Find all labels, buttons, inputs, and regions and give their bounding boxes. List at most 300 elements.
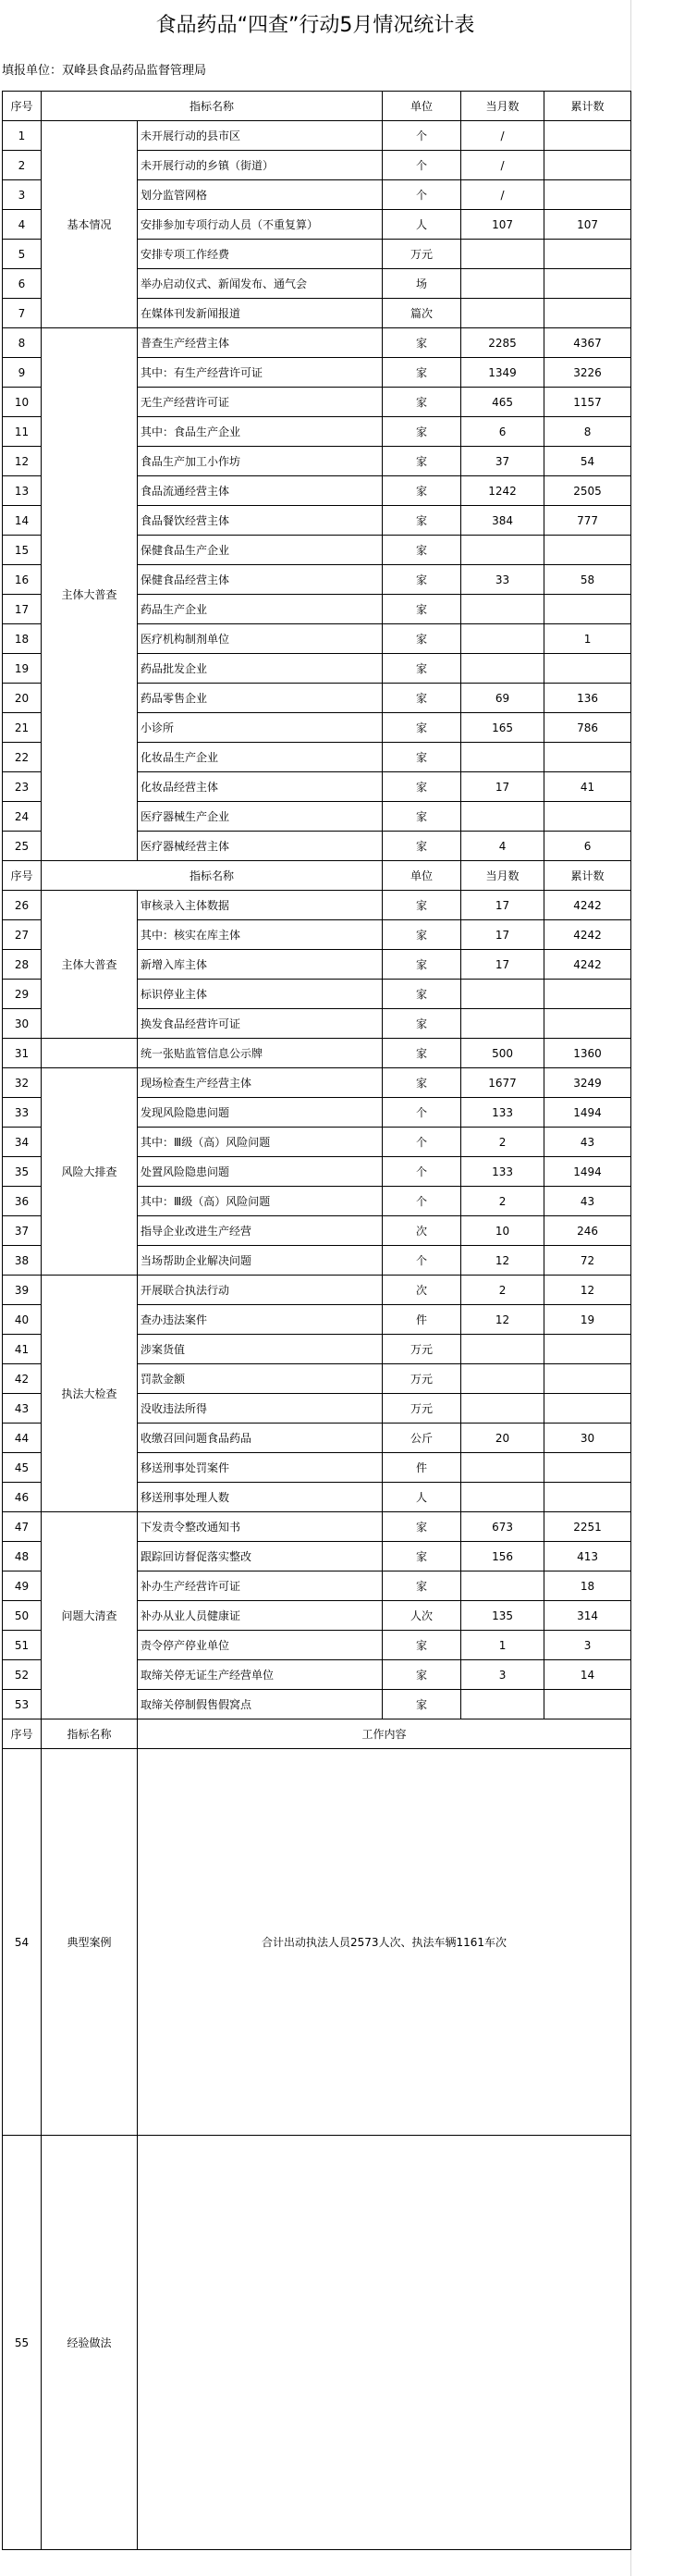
row-seq: 51 <box>3 1631 42 1660</box>
row-month <box>461 1009 544 1039</box>
row-unit: 家 <box>383 772 461 802</box>
row-total: 12 <box>544 1276 631 1305</box>
row-month <box>461 1453 544 1483</box>
row-name: 药品批发企业 <box>138 654 383 684</box>
row-name: 医疗器械经营主体 <box>138 832 383 861</box>
category-enforce: 执法大检查 <box>42 1276 138 1512</box>
row-total <box>544 1335 631 1364</box>
row-total: 136 <box>544 684 631 713</box>
header-unit: 单位 <box>383 92 461 121</box>
row-seq: 27 <box>3 920 42 950</box>
row-name: 未开展行动的乡镇（街道） <box>138 151 383 180</box>
row-month: 133 <box>461 1098 544 1128</box>
row-total: 4242 <box>544 891 631 920</box>
row-total: 1494 <box>544 1157 631 1187</box>
row-seq: 20 <box>3 684 42 713</box>
row-name: 举办启动仪式、新闻发布、通气会 <box>138 269 383 299</box>
row-seq: 16 <box>3 565 42 595</box>
row-total <box>544 121 631 151</box>
header-name: 指标名称 <box>42 861 383 891</box>
row-seq: 24 <box>3 802 42 832</box>
row-name: 其中：食品生产企业 <box>138 417 383 447</box>
row-month: 37 <box>461 447 544 476</box>
row-seq: 22 <box>3 743 42 772</box>
row-unit: 人 <box>383 1483 461 1512</box>
row-name: 统一张贴监管信息公示牌 <box>138 1039 383 1068</box>
row-total: 43 <box>544 1128 631 1157</box>
row-name: 查办违法案件 <box>138 1305 383 1335</box>
table-row <box>3 891 631 920</box>
row-unit: 个 <box>383 151 461 180</box>
row-total <box>544 269 631 299</box>
row-total <box>544 151 631 180</box>
row-total: 14 <box>544 1660 631 1690</box>
row-name: 食品流通经营主体 <box>138 476 383 506</box>
row-unit: 家 <box>383 713 461 743</box>
row-month <box>461 1571 544 1601</box>
row-month: 17 <box>461 920 544 950</box>
row-seq: 18 <box>3 624 42 654</box>
row-total <box>544 536 631 565</box>
footer-row-experience <box>3 2136 631 2550</box>
row-total <box>544 240 631 269</box>
footer-row-seq: 55 <box>3 2136 42 2550</box>
row-unit: 件 <box>383 1453 461 1483</box>
row-unit: 家 <box>383 565 461 595</box>
row-total: 1360 <box>544 1039 631 1068</box>
row-unit: 次 <box>383 1276 461 1305</box>
row-total: 58 <box>544 565 631 595</box>
row-total <box>544 980 631 1009</box>
header-total: 累计数 <box>544 92 631 121</box>
row-unit: 家 <box>383 832 461 861</box>
row-total: 8 <box>544 417 631 447</box>
row-unit: 家 <box>383 447 461 476</box>
row-month <box>461 654 544 684</box>
row-unit: 万元 <box>383 1335 461 1364</box>
row-name: 医疗机构制剂单位 <box>138 624 383 654</box>
row-seq: 45 <box>3 1453 42 1483</box>
row-name: 当场帮助企业解决问题 <box>138 1246 383 1276</box>
row-name: 食品生产加工小作坊 <box>138 447 383 476</box>
footer-header-seq: 序号 <box>3 1719 42 1749</box>
row-total <box>544 802 631 832</box>
row-month: 10 <box>461 1216 544 1246</box>
row-unit: 个 <box>383 180 461 210</box>
row-month <box>461 269 544 299</box>
row-month: 165 <box>461 713 544 743</box>
row-name: 移送刑事处理人数 <box>138 1483 383 1512</box>
row-month <box>461 1364 544 1394</box>
row-name: 未开展行动的县市区 <box>138 121 383 151</box>
row-name: 安排参加专项行动人员（不重复算） <box>138 210 383 240</box>
header-month: 当月数 <box>461 861 544 891</box>
row-name: 收缴召回问题食品药品 <box>138 1424 383 1453</box>
row-unit: 个 <box>383 1246 461 1276</box>
row-unit: 家 <box>383 920 461 950</box>
row-seq: 33 <box>3 1098 42 1128</box>
row-unit: 家 <box>383 476 461 506</box>
footer-row-name: 经验做法 <box>42 2136 138 2550</box>
row-month: 2 <box>461 1128 544 1157</box>
row-unit: 家 <box>383 743 461 772</box>
row-name: 安排专项工作经费 <box>138 240 383 269</box>
row-name: 药品零售企业 <box>138 684 383 713</box>
row-month <box>461 595 544 624</box>
row-total: 2251 <box>544 1512 631 1542</box>
category-empty <box>42 1039 138 1068</box>
row-total: 3249 <box>544 1068 631 1098</box>
row-unit: 家 <box>383 1542 461 1571</box>
row-name: 新增入库主体 <box>138 950 383 980</box>
row-name: 移送刑事处罚案件 <box>138 1453 383 1483</box>
footer-row-content <box>138 2136 631 2550</box>
row-name: 下发责令整改通知书 <box>138 1512 383 1542</box>
row-name: 涉案货值 <box>138 1335 383 1364</box>
row-name: 药品生产企业 <box>138 595 383 624</box>
row-month: 3 <box>461 1660 544 1690</box>
row-name: 其中：有生产经营许可证 <box>138 358 383 388</box>
row-seq: 21 <box>3 713 42 743</box>
table-row <box>3 121 631 151</box>
row-total: 1494 <box>544 1098 631 1128</box>
row-seq: 52 <box>3 1660 42 1690</box>
row-month <box>461 299 544 328</box>
row-name: 其中：核实在库主体 <box>138 920 383 950</box>
row-total: 786 <box>544 713 631 743</box>
row-month: / <box>461 180 544 210</box>
row-month <box>461 1394 544 1424</box>
row-unit: 篇次 <box>383 299 461 328</box>
category-survey: 主体大普查 <box>42 328 138 861</box>
header-total: 累计数 <box>544 861 631 891</box>
row-month: 673 <box>461 1512 544 1542</box>
row-total: 4367 <box>544 328 631 358</box>
row-total: 107 <box>544 210 631 240</box>
row-unit: 家 <box>383 1039 461 1068</box>
row-unit: 家 <box>383 1068 461 1098</box>
row-month: 133 <box>461 1157 544 1187</box>
row-total: 1157 <box>544 388 631 417</box>
row-unit: 次 <box>383 1216 461 1246</box>
row-name: 取缔关停无证生产经营单位 <box>138 1660 383 1690</box>
row-unit: 家 <box>383 1631 461 1660</box>
row-unit: 个 <box>383 1187 461 1216</box>
row-unit: 件 <box>383 1305 461 1335</box>
header-month: 当月数 <box>461 92 544 121</box>
row-seq: 50 <box>3 1601 42 1631</box>
footer-row-content: 合计出动执法人员2573人次、执法车辆1161车次 <box>138 1749 631 2136</box>
row-seq: 39 <box>3 1276 42 1305</box>
row-seq: 43 <box>3 1394 42 1424</box>
row-month <box>461 1483 544 1512</box>
row-total: 777 <box>544 506 631 536</box>
row-name: 其中：Ⅲ级（高）风险问题 <box>138 1128 383 1157</box>
row-unit: 家 <box>383 328 461 358</box>
row-name: 指导企业改进生产经营 <box>138 1216 383 1246</box>
row-seq: 37 <box>3 1216 42 1246</box>
row-total: 246 <box>544 1216 631 1246</box>
row-month: 1242 <box>461 476 544 506</box>
row-unit: 人 <box>383 210 461 240</box>
table-row <box>3 1039 631 1068</box>
row-month: 17 <box>461 772 544 802</box>
category-risk: 风险大排查 <box>42 1068 138 1276</box>
row-seq: 1 <box>3 121 42 151</box>
row-seq: 38 <box>3 1246 42 1276</box>
row-name: 补办从业人员健康证 <box>138 1601 383 1631</box>
row-unit: 家 <box>383 684 461 713</box>
row-unit: 家 <box>383 358 461 388</box>
row-seq: 40 <box>3 1305 42 1335</box>
row-name: 保健食品生产企业 <box>138 536 383 565</box>
reporting-unit: 填报单位：双峰县食品药品监督管理局 <box>2 64 207 78</box>
row-seq: 17 <box>3 595 42 624</box>
row-total: 3226 <box>544 358 631 388</box>
row-unit: 家 <box>383 536 461 565</box>
row-month: 465 <box>461 388 544 417</box>
row-month: 2285 <box>461 328 544 358</box>
row-total: 3 <box>544 1631 631 1660</box>
row-month: 12 <box>461 1305 544 1335</box>
row-unit: 家 <box>383 1660 461 1690</box>
row-unit: 个 <box>383 1098 461 1128</box>
row-month <box>461 1690 544 1719</box>
row-unit: 家 <box>383 950 461 980</box>
row-name: 取缔关停制假售假窝点 <box>138 1690 383 1719</box>
row-total <box>544 299 631 328</box>
row-unit: 家 <box>383 595 461 624</box>
row-seq: 15 <box>3 536 42 565</box>
row-name: 小诊所 <box>138 713 383 743</box>
row-month <box>461 980 544 1009</box>
row-unit: 家 <box>383 388 461 417</box>
row-name: 无生产经营许可证 <box>138 388 383 417</box>
statistics-table <box>2 91 631 2550</box>
row-seq: 34 <box>3 1128 42 1157</box>
footer-header-row <box>3 1719 631 1749</box>
row-seq: 7 <box>3 299 42 328</box>
row-total: 2505 <box>544 476 631 506</box>
row-month: 12 <box>461 1246 544 1276</box>
row-seq: 3 <box>3 180 42 210</box>
row-seq: 35 <box>3 1157 42 1187</box>
row-unit: 家 <box>383 891 461 920</box>
row-name: 罚款金额 <box>138 1364 383 1394</box>
row-seq: 47 <box>3 1512 42 1542</box>
footer-row-typical-case <box>3 1749 631 2136</box>
row-month: 20 <box>461 1424 544 1453</box>
row-total: 4242 <box>544 920 631 950</box>
footer-header-content: 工作内容 <box>138 1719 631 1749</box>
row-unit: 场 <box>383 269 461 299</box>
row-month: 6 <box>461 417 544 447</box>
row-unit: 家 <box>383 802 461 832</box>
row-total: 19 <box>544 1305 631 1335</box>
row-month: 107 <box>461 210 544 240</box>
row-seq: 4 <box>3 210 42 240</box>
row-seq: 9 <box>3 358 42 388</box>
header-seq: 序号 <box>3 861 42 891</box>
row-unit: 万元 <box>383 1364 461 1394</box>
row-month: 2 <box>461 1187 544 1216</box>
row-month: 384 <box>461 506 544 536</box>
row-total: 6 <box>544 832 631 861</box>
row-name: 没收违法所得 <box>138 1394 383 1424</box>
header-seq: 序号 <box>3 92 42 121</box>
row-seq: 5 <box>3 240 42 269</box>
row-unit: 家 <box>383 980 461 1009</box>
row-seq: 26 <box>3 891 42 920</box>
row-name: 划分监管网格 <box>138 180 383 210</box>
row-unit: 家 <box>383 1571 461 1601</box>
row-name: 保健食品经营主体 <box>138 565 383 595</box>
row-month: / <box>461 151 544 180</box>
row-unit: 个 <box>383 1157 461 1187</box>
row-month: 69 <box>461 684 544 713</box>
row-total: 413 <box>544 1542 631 1571</box>
row-name: 责令停产停业单位 <box>138 1631 383 1660</box>
row-month: 4 <box>461 832 544 861</box>
row-unit: 人次 <box>383 1601 461 1631</box>
row-seq: 13 <box>3 476 42 506</box>
row-month <box>461 1335 544 1364</box>
row-month: 1677 <box>461 1068 544 1098</box>
row-month <box>461 743 544 772</box>
row-month: 17 <box>461 891 544 920</box>
row-seq: 49 <box>3 1571 42 1601</box>
row-seq: 14 <box>3 506 42 536</box>
row-seq: 44 <box>3 1424 42 1453</box>
row-total: 4242 <box>544 950 631 980</box>
row-seq: 8 <box>3 328 42 358</box>
row-name: 化妆品生产企业 <box>138 743 383 772</box>
row-month: / <box>461 121 544 151</box>
row-month: 500 <box>461 1039 544 1068</box>
row-unit: 个 <box>383 121 461 151</box>
row-unit: 家 <box>383 506 461 536</box>
row-seq: 25 <box>3 832 42 861</box>
row-name: 现场检查生产经营主体 <box>138 1068 383 1098</box>
row-total: 1 <box>544 624 631 654</box>
row-total <box>544 180 631 210</box>
category-issue: 问题大清查 <box>42 1512 138 1719</box>
row-total: 54 <box>544 447 631 476</box>
row-name: 食品餐饮经营主体 <box>138 506 383 536</box>
row-seq: 48 <box>3 1542 42 1571</box>
row-total: 43 <box>544 1187 631 1216</box>
row-month: 1349 <box>461 358 544 388</box>
row-total: 314 <box>544 1601 631 1631</box>
row-total <box>544 1394 631 1424</box>
row-seq: 30 <box>3 1009 42 1039</box>
row-name: 跟踪回访督促落实整改 <box>138 1542 383 1571</box>
row-unit: 家 <box>383 417 461 447</box>
row-name: 医疗器械生产企业 <box>138 802 383 832</box>
header-name: 指标名称 <box>42 92 383 121</box>
row-name: 处置风险隐患问题 <box>138 1157 383 1187</box>
page-title: 食品药品“四查”行动5月情况统计表 <box>155 14 475 37</box>
row-name: 审核录入主体数据 <box>138 891 383 920</box>
row-unit: 万元 <box>383 1394 461 1424</box>
row-seq: 31 <box>3 1039 42 1068</box>
row-total <box>544 1009 631 1039</box>
category-survey-2: 主体大普查 <box>42 891 138 1039</box>
row-seq: 42 <box>3 1364 42 1394</box>
row-seq: 53 <box>3 1690 42 1719</box>
table-row <box>3 328 631 358</box>
row-total: 72 <box>544 1246 631 1276</box>
row-seq: 10 <box>3 388 42 417</box>
category-basic: 基本情况 <box>42 121 138 328</box>
footer-row-seq: 54 <box>3 1749 42 2136</box>
row-seq: 32 <box>3 1068 42 1098</box>
row-month: 33 <box>461 565 544 595</box>
row-month <box>461 802 544 832</box>
row-total <box>544 1453 631 1483</box>
row-unit: 个 <box>383 1128 461 1157</box>
row-month <box>461 536 544 565</box>
row-month: 135 <box>461 1601 544 1631</box>
row-name: 标识停业主体 <box>138 980 383 1009</box>
row-name: 在媒体刊发新闻报道 <box>138 299 383 328</box>
row-unit: 万元 <box>383 240 461 269</box>
table-header-row <box>3 92 631 121</box>
row-month: 156 <box>461 1542 544 1571</box>
row-seq: 28 <box>3 950 42 980</box>
row-seq: 36 <box>3 1187 42 1216</box>
row-month: 1 <box>461 1631 544 1660</box>
row-seq: 41 <box>3 1335 42 1364</box>
row-seq: 2 <box>3 151 42 180</box>
row-name: 换发食品经营许可证 <box>138 1009 383 1039</box>
row-seq: 19 <box>3 654 42 684</box>
row-unit: 公斤 <box>383 1424 461 1453</box>
row-total: 41 <box>544 772 631 802</box>
row-unit: 家 <box>383 624 461 654</box>
row-seq: 12 <box>3 447 42 476</box>
row-seq: 6 <box>3 269 42 299</box>
row-name: 其中：Ⅲ级（高）风险问题 <box>138 1187 383 1216</box>
row-name: 普查生产经营主体 <box>138 328 383 358</box>
row-unit: 家 <box>383 654 461 684</box>
row-total <box>544 1690 631 1719</box>
header-unit: 单位 <box>383 861 461 891</box>
row-name: 补办生产经营许可证 <box>138 1571 383 1601</box>
row-total: 30 <box>544 1424 631 1453</box>
row-month <box>461 624 544 654</box>
row-seq: 29 <box>3 980 42 1009</box>
table-row <box>3 1512 631 1542</box>
table-row <box>3 1068 631 1098</box>
footer-header-name: 指标名称 <box>42 1719 138 1749</box>
row-unit: 家 <box>383 1512 461 1542</box>
row-unit: 家 <box>383 1009 461 1039</box>
table-row <box>3 1276 631 1305</box>
row-seq: 46 <box>3 1483 42 1512</box>
row-name: 开展联合执法行动 <box>138 1276 383 1305</box>
row-total <box>544 1364 631 1394</box>
row-total <box>544 743 631 772</box>
footer-row-name: 典型案例 <box>42 1749 138 2136</box>
row-seq: 23 <box>3 772 42 802</box>
row-name: 化妆品经营主体 <box>138 772 383 802</box>
row-month: 17 <box>461 950 544 980</box>
row-seq: 11 <box>3 417 42 447</box>
row-unit: 家 <box>383 1690 461 1719</box>
row-month: 2 <box>461 1276 544 1305</box>
row-total <box>544 1483 631 1512</box>
